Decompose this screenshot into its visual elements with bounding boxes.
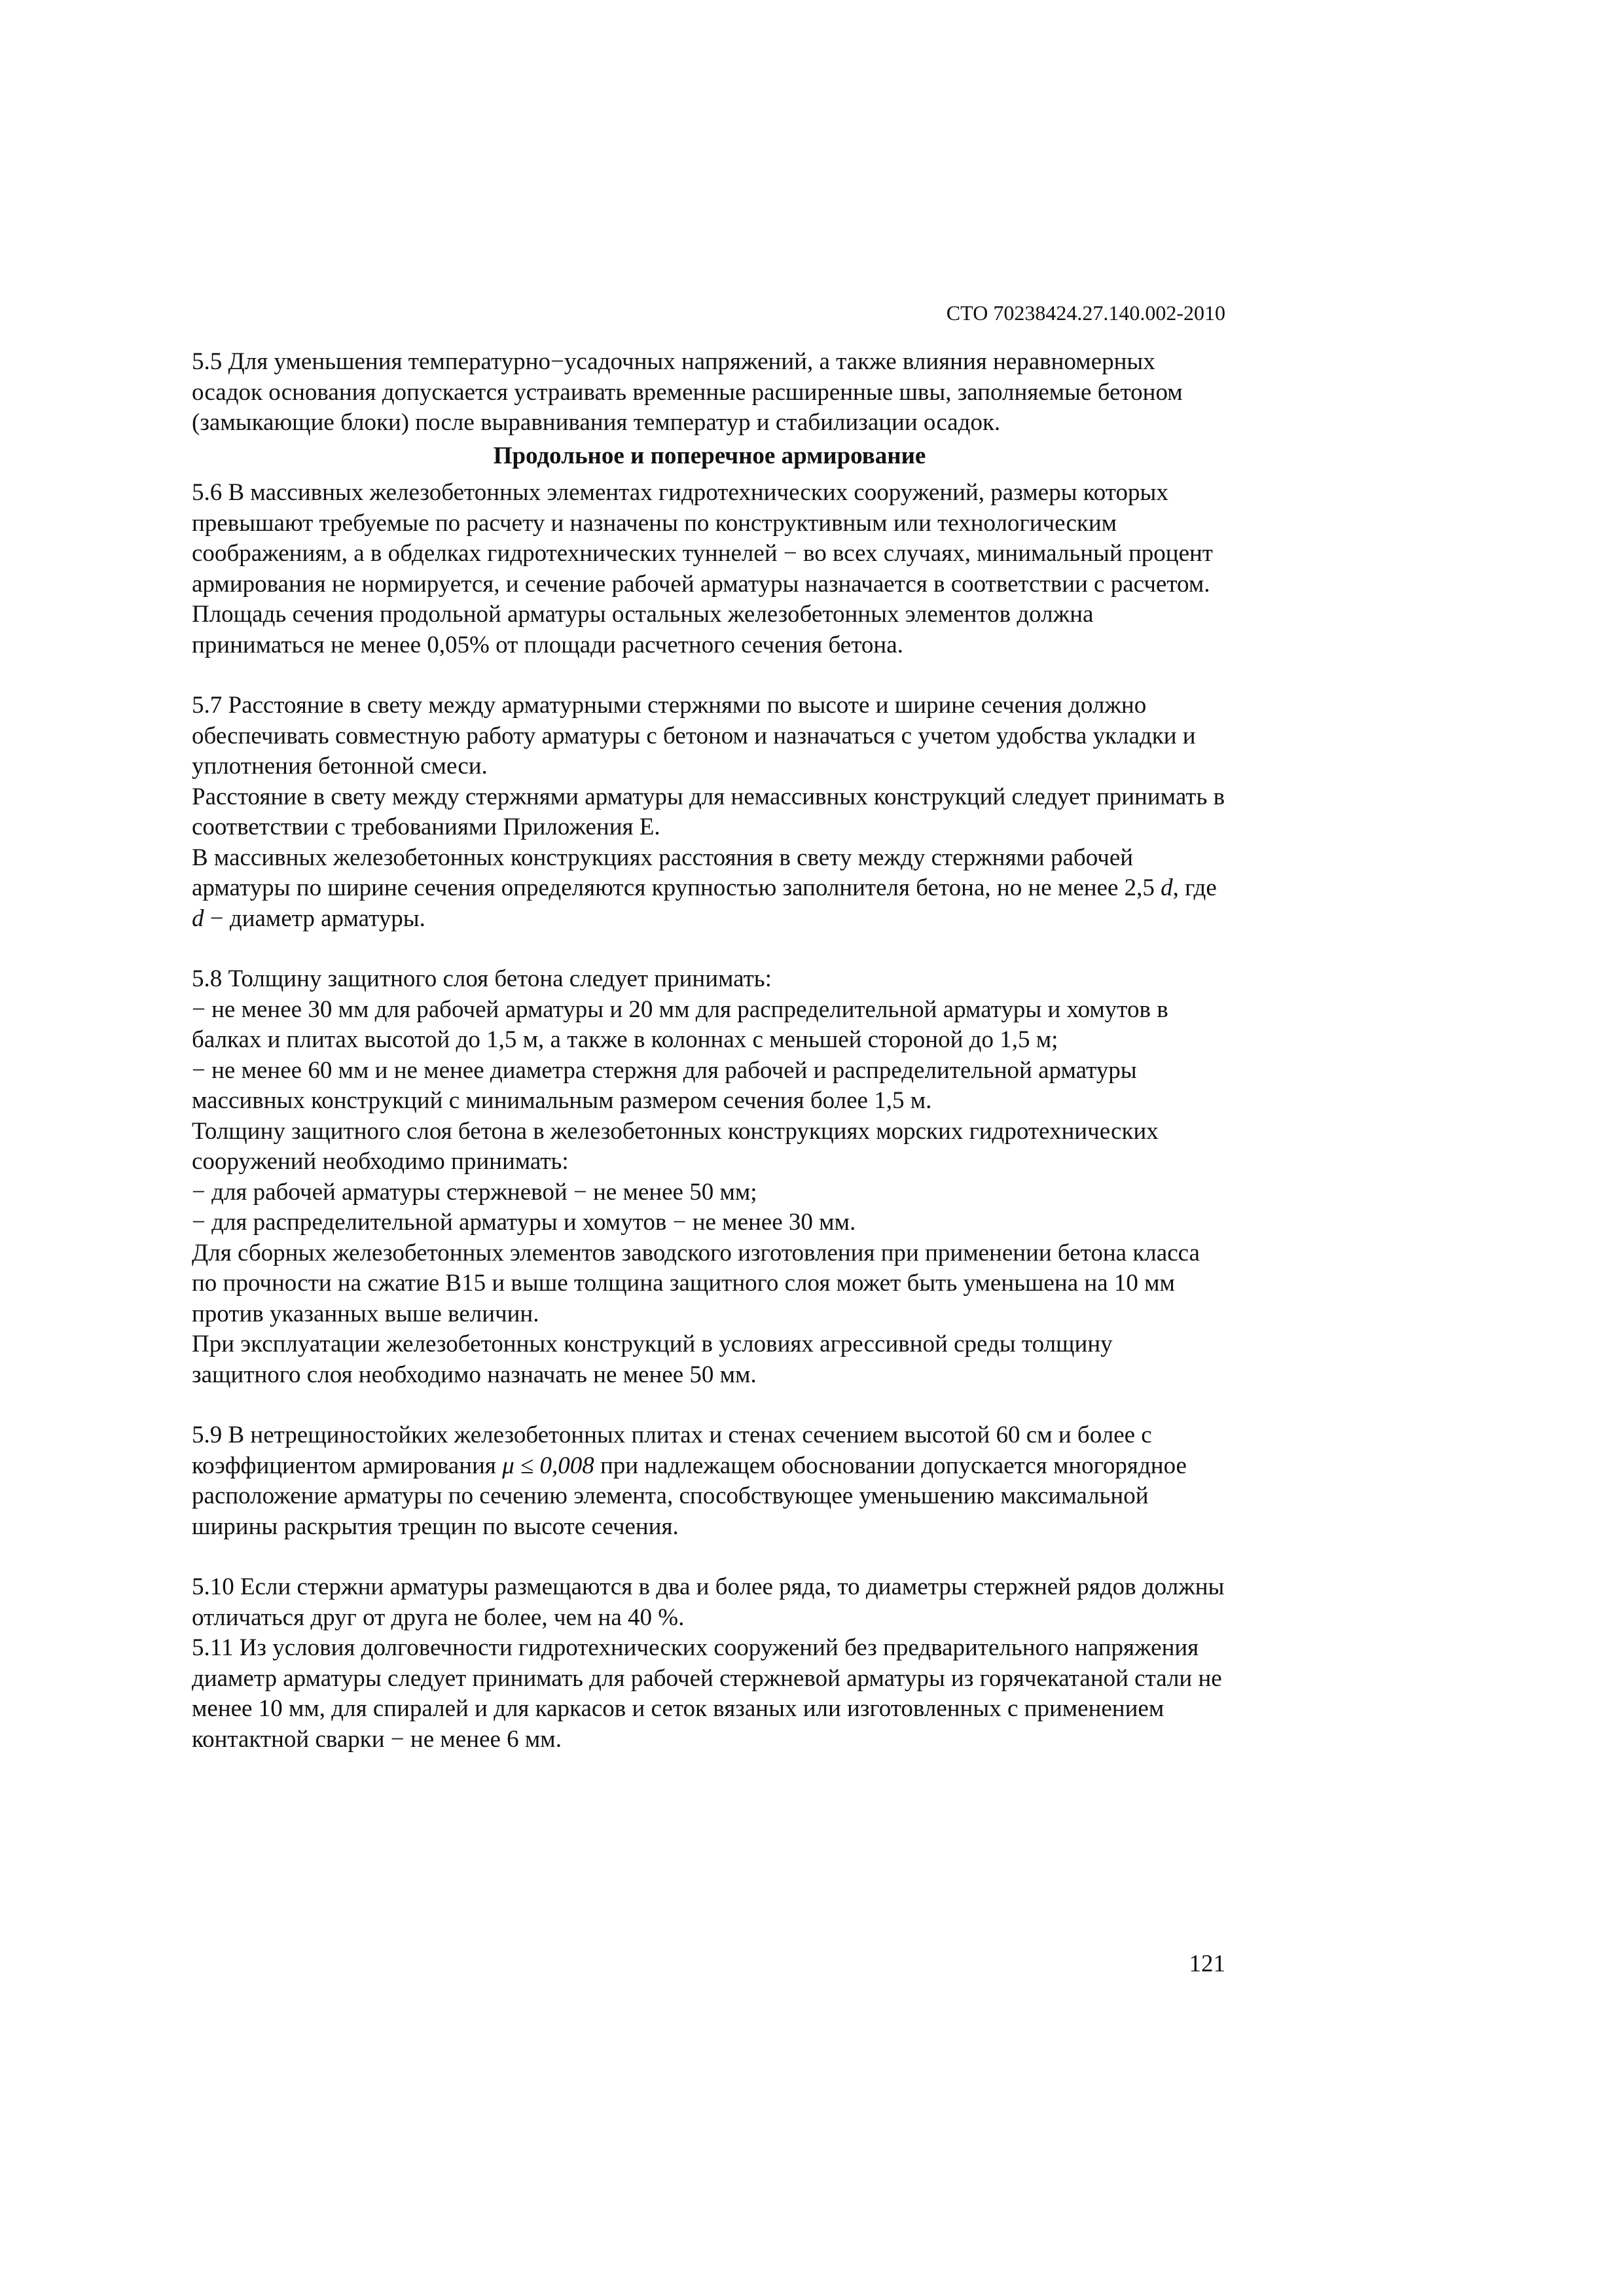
text-segment: − диаметр арматуры. xyxy=(204,905,425,932)
text-segment: В массивных железобетонных конструкциях расстояния в свету между стержнями рабочей арматуры по ширине сечения определяются крупностью заполнителя бетона, но не менее 2,5 xyxy=(192,844,1161,901)
page-number: 121 xyxy=(1189,1950,1225,1977)
text-segment: при надлежащем обосновании допускается многорядное расположение арматуры по сечению элемента, способствующее уменьшению максимальной ширины раскрытия трещин по высоте сечения. xyxy=(192,1452,1187,1540)
section-title: Продольное и поперечное армирование xyxy=(493,442,926,469)
text-segment: 5.9 В нетрещиностойких железобетонных плитах и стенах сечением высотой 60 см и более с коэффициентом армирования xyxy=(192,1422,1152,1479)
paragraph-5-8-precast: Для сборных железобетонных элементов заводского изготовления при применении бетона класса по прочности на сжатие В15 и выше толщина защитного слоя может быть уменьшена на 10 мм против указанных выше величин. xyxy=(192,1239,1200,1327)
text-segment: , где xyxy=(1172,874,1217,901)
paragraph-spacer xyxy=(192,1542,1227,1572)
paragraph-spacer xyxy=(192,660,1227,691)
paragraph-spacer xyxy=(192,934,1227,964)
paragraph-5-9 xyxy=(192,1420,1227,1542)
variable-d: d xyxy=(192,905,204,932)
paragraph-5-8-aggressive: При эксплуатации железобетонных конструкций в условиях агрессивной среды толщину защитного слоя необходимо назначать не менее 50 мм. xyxy=(192,1331,1113,1388)
list-item: − не менее 30 мм для рабочей арматуры и 20 мм для распределительной арматуры и хомутов в балках и плитах высотой до 1,5 м, а также в колоннах с меньшей стороной до 1,5 м; xyxy=(192,996,1168,1053)
list-item: − для рабочей арматуры стержневой − не менее 50 мм; xyxy=(192,1178,757,1206)
document-code-header: СТО 70238424.27.140.002-2010 xyxy=(946,301,1225,325)
list-item: − не менее 60 мм и не менее диаметра стержня для рабочей и распределительной арматуры массивных конструкций с минимальным размером сечения более 1,5 м. xyxy=(192,1056,1137,1114)
paragraph-spacer xyxy=(192,1390,1227,1420)
document-body xyxy=(192,347,1227,1755)
formula-mu: μ ≤ 0,008 xyxy=(502,1452,594,1479)
paragraph-5-6-continued: Площадь сечения продольной арматуры остальных железобетонных элементов должна приниматься не менее 0,05% от площади расчетного сечения бетона. xyxy=(192,601,1094,658)
paragraph-5-7: 5.7 Расстояние в свету между арматурными стержнями по высоте и ширине сечения должно обеспечивать совместную работу арматуры с бетоном и назначаться с учетом удобства укладки и уплотнения бетонной смеси. xyxy=(192,692,1196,780)
paragraph-5-11: 5.11 Из условия долговечности гидротехнических сооружений без предварительного напряжения диаметр арматуры следует принимать для рабочей стержневой арматуры из горячекатаной стали не менее 10 мм, для спиралей и для каркасов и сеток вязаных или изготовленных с применением контактной сварки − не менее 6 мм. xyxy=(192,1634,1222,1753)
paragraph-5-10: 5.10 Если стержни арматуры размещаются в два и более ряда, то диаметры стержней рядов должны отличаться друг от друга не более, чем на 40 %. xyxy=(192,1573,1225,1631)
list-item: − для распределительной арматуры и хомутов − не менее 30 мм. xyxy=(192,1209,856,1236)
paragraph-5-8: 5.8 Толщину защитного слоя бетона следует принимать: xyxy=(192,965,772,992)
paragraph-5-8-marine: Толщину защитного слоя бетона в железобетонных конструкциях морских гидротехнических сооружений необходимо принимать: xyxy=(192,1117,1159,1175)
paragraph-5-5: 5.5 Для уменьшения температурно−усадочных напряжений, а также влияния неравномерных осадок основания допускается устраивать временные расширенные швы, заполняемые бетоном (замыкающие блоки) после выравнивания температур и стабилизации осадок. xyxy=(192,348,1183,436)
paragraph-5-7-spacing: Расстояние в свету между стержнями арматуры для немассивных конструкций следует принимать в соответствии с требованиями Приложения Е. xyxy=(192,783,1225,840)
variable-d: d xyxy=(1161,874,1173,901)
paragraph-5-6: 5.6 В массивных железобетонных элементах гидротехнических сооружений, размеры которых превышают требуемые по расчету и назначены по конструктивным или технологическим соображениям, а в обделках гидротехнических туннелей − во всех случаях, минимальный процент армирования не нормируется, и сечение рабочей арматуры назначается в соответствии с расчетом. xyxy=(192,479,1213,598)
paragraph-5-7-massive xyxy=(192,843,1227,935)
